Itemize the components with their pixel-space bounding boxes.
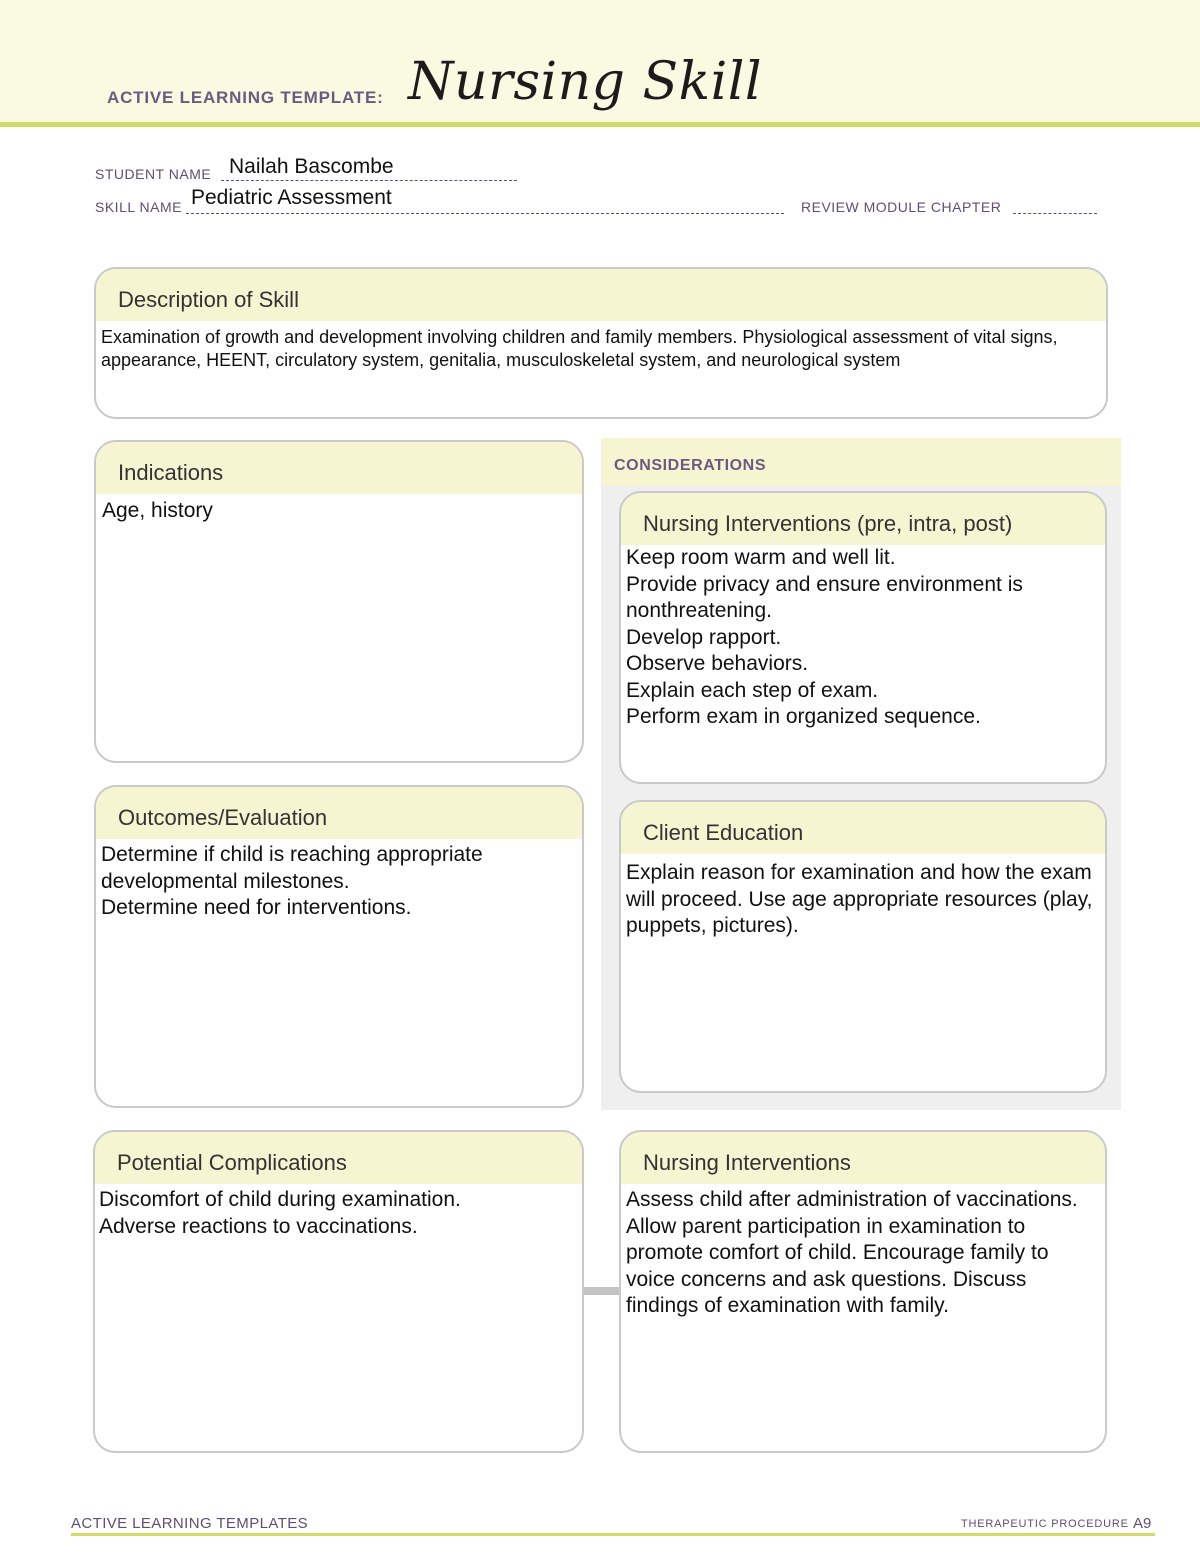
complications-box [93, 1130, 584, 1453]
footer-left-label: ACTIVE LEARNING TEMPLATES [71, 1515, 308, 1532]
nursing-interventions-pip-text[interactable]: Keep room warm and well lit. Provide privacy and ensure environment is nonthreatening. Develop rapport. Observe behaviors. Explain each step of exam. Perform exam in organized sequence. [626, 546, 1023, 728]
client-education-heading: Client Education [621, 802, 1105, 854]
indications-heading: Indications [96, 442, 582, 494]
student-name-label: STUDENT NAME [95, 166, 212, 182]
footer-page-number: A9 [1133, 1515, 1152, 1532]
nursing-interventions-text[interactable]: Assess child after administration of vaccinations. Allow parent participation in examination to promote comfort of child. Encourage family to voice concerns and ask questions. Discuss findings of examination with family. [626, 1188, 1078, 1317]
skill-name-line [186, 213, 784, 214]
footer-right-label: THERAPEUTIC PROCEDURE [961, 1518, 1129, 1530]
header-divider [0, 122, 1200, 127]
footer-divider [71, 1533, 1155, 1536]
template-title: Nursing Skill [408, 52, 762, 112]
outcomes-heading: Outcomes/Evaluation [96, 787, 582, 839]
complications-text[interactable]: Discomfort of child during examination. Adverse reactions to vaccinations. [99, 1188, 461, 1238]
box-connector [582, 1287, 620, 1295]
nursing-interventions-pip-heading: Nursing Interventions (pre, intra, post) [621, 493, 1105, 545]
template-label: ACTIVE LEARNING TEMPLATE: [107, 88, 384, 107]
complications-heading: Potential Complications [95, 1132, 582, 1184]
review-module-label: REVIEW MODULE CHAPTER [801, 199, 1002, 215]
nursing-interventions-heading: Nursing Interventions [621, 1132, 1105, 1184]
student-name-line [221, 180, 517, 181]
considerations-label: CONSIDERATIONS [614, 457, 767, 474]
description-heading: Description of Skill [96, 269, 1106, 321]
client-education-box [619, 800, 1107, 1093]
student-name-field[interactable]: Nailah Bascombe [229, 155, 394, 178]
indications-text[interactable]: Age, history [102, 499, 213, 522]
nursing-interventions-pip-box [619, 491, 1107, 784]
outcomes-box [94, 785, 584, 1108]
description-box [94, 267, 1108, 419]
nursing-interventions-box [619, 1130, 1107, 1453]
outcomes-text[interactable]: Determine if child is reaching appropriate developmental milestones. Determine need for interventions. [101, 843, 483, 919]
skill-name-field[interactable]: Pediatric Assessment [191, 186, 392, 209]
review-module-line [1013, 213, 1097, 214]
indications-box [94, 440, 584, 763]
description-text[interactable]: Examination of growth and development involving children and family members. Physiological assessment of vital signs, appearance, HEENT, circulatory system, genitalia, musculoskeletal system, and neurological system [101, 327, 1058, 370]
skill-name-label: SKILL NAME [95, 199, 182, 215]
client-education-text[interactable]: Explain reason for examination and how the exam will proceed. Use age appropriate resources (play, puppets, pictures). [626, 861, 1093, 937]
